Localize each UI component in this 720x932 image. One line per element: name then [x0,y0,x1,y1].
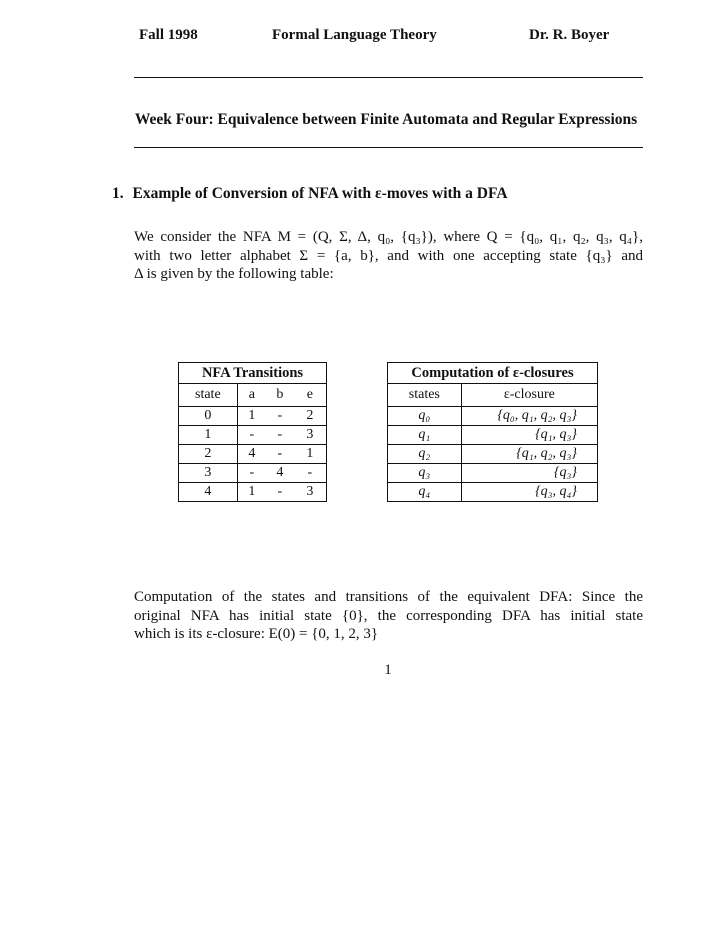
table-row [179,464,327,483]
nfa-header-e: e [294,384,327,407]
table-row [388,445,598,464]
closure-state-cell: q₂ [388,445,462,464]
conclusion-line-3: which is its ε-closure: E(0) = {0, 1, 2, 3} [134,626,379,642]
nfa-cell: 3 [294,483,327,502]
closure-value-cell: {q₁, q₂, q₃} [461,445,597,464]
header-rule-top [134,77,643,78]
closure-header-states: states [388,384,462,407]
nfa-cell: - [237,464,266,483]
nfa-header-state: state [179,384,238,407]
nfa-cell: 1 [179,426,238,445]
closure-table-title: Computation of ε-closures [388,363,598,384]
nfa-cell: 0 [179,407,238,426]
nfa-cell: - [237,426,266,445]
table-row [388,426,598,445]
nfa-cell: 2 [294,407,327,426]
nfa-header-b: b [266,384,294,407]
nfa-cell: - [266,483,294,502]
nfa-cell: - [266,407,294,426]
closure-state-cell: q₁ [388,426,462,445]
nfa-cell: 2 [179,445,238,464]
conclusion-line-2: original NFA has initial state {0}, the corresponding DFA has initial state [134,607,643,624]
table-row [388,407,598,426]
nfa-transitions-table [178,362,327,502]
nfa-cell: 4 [266,464,294,483]
table-row [179,407,327,426]
section-heading [112,185,508,203]
intro-line-1: We consider the NFA M = (Q, Σ, Δ, q₀, {q₃}), where Q = {q₀, q₁, q₂, q₃, q₄}, [134,229,643,245]
page-number: 1 [384,662,392,678]
nfa-header-a: a [237,384,266,407]
header-course-term: Fall 1998 [139,27,198,43]
closure-value-cell: {q₁, q₃} [461,426,597,445]
closure-state-cell: q₃ [388,464,462,483]
nfa-cell: - [266,426,294,445]
nfa-cell: 4 [179,483,238,502]
header-rule-bottom [134,147,643,148]
nfa-cell: 1 [237,407,266,426]
nfa-cell: 4 [237,445,266,464]
nfa-cell: - [266,445,294,464]
nfa-cell: 1 [294,445,327,464]
closure-header-closure: ε-closure [461,384,597,407]
table-row [179,426,327,445]
nfa-cell: 1 [237,483,266,502]
closure-value-cell: {q₃, q₄} [461,483,597,502]
nfa-table-title: NFA Transitions [179,363,327,384]
table-row [179,483,327,502]
epsilon-closure-table [387,362,598,502]
page-title: Week Four: Equivalence between Finite Automata and Regular Expressions [134,111,638,128]
header-instructor: Dr. R. Boyer [529,27,610,43]
table-row [179,445,327,464]
intro-paragraph [134,228,643,284]
nfa-cell: 3 [179,464,238,483]
nfa-cell: 3 [294,426,327,445]
closure-value-cell: {q₀, q₁, q₂, q₃} [461,407,597,426]
conclusion-paragraph [134,588,643,644]
header-course-title: Formal Language Theory [272,27,437,43]
closure-value-cell: {q₃} [461,464,597,483]
closure-state-cell: q₄ [388,483,462,502]
section-number: 1. [112,185,124,202]
intro-line-3: Δ is given by the following table: [134,266,334,282]
conclusion-line-1: Computation of the states and transitions of the equivalent DFA: Since the [134,589,643,605]
table-row [388,464,598,483]
closure-state-cell: q₀ [388,407,462,426]
intro-line-2: with two letter alphabet Σ = {a, b}, and with one accepting state {q₃} and [134,247,643,264]
section-title: Example of Conversion of NFA with ε-moves with a DFA [132,185,508,202]
table-row [388,483,598,502]
nfa-cell: - [294,464,327,483]
